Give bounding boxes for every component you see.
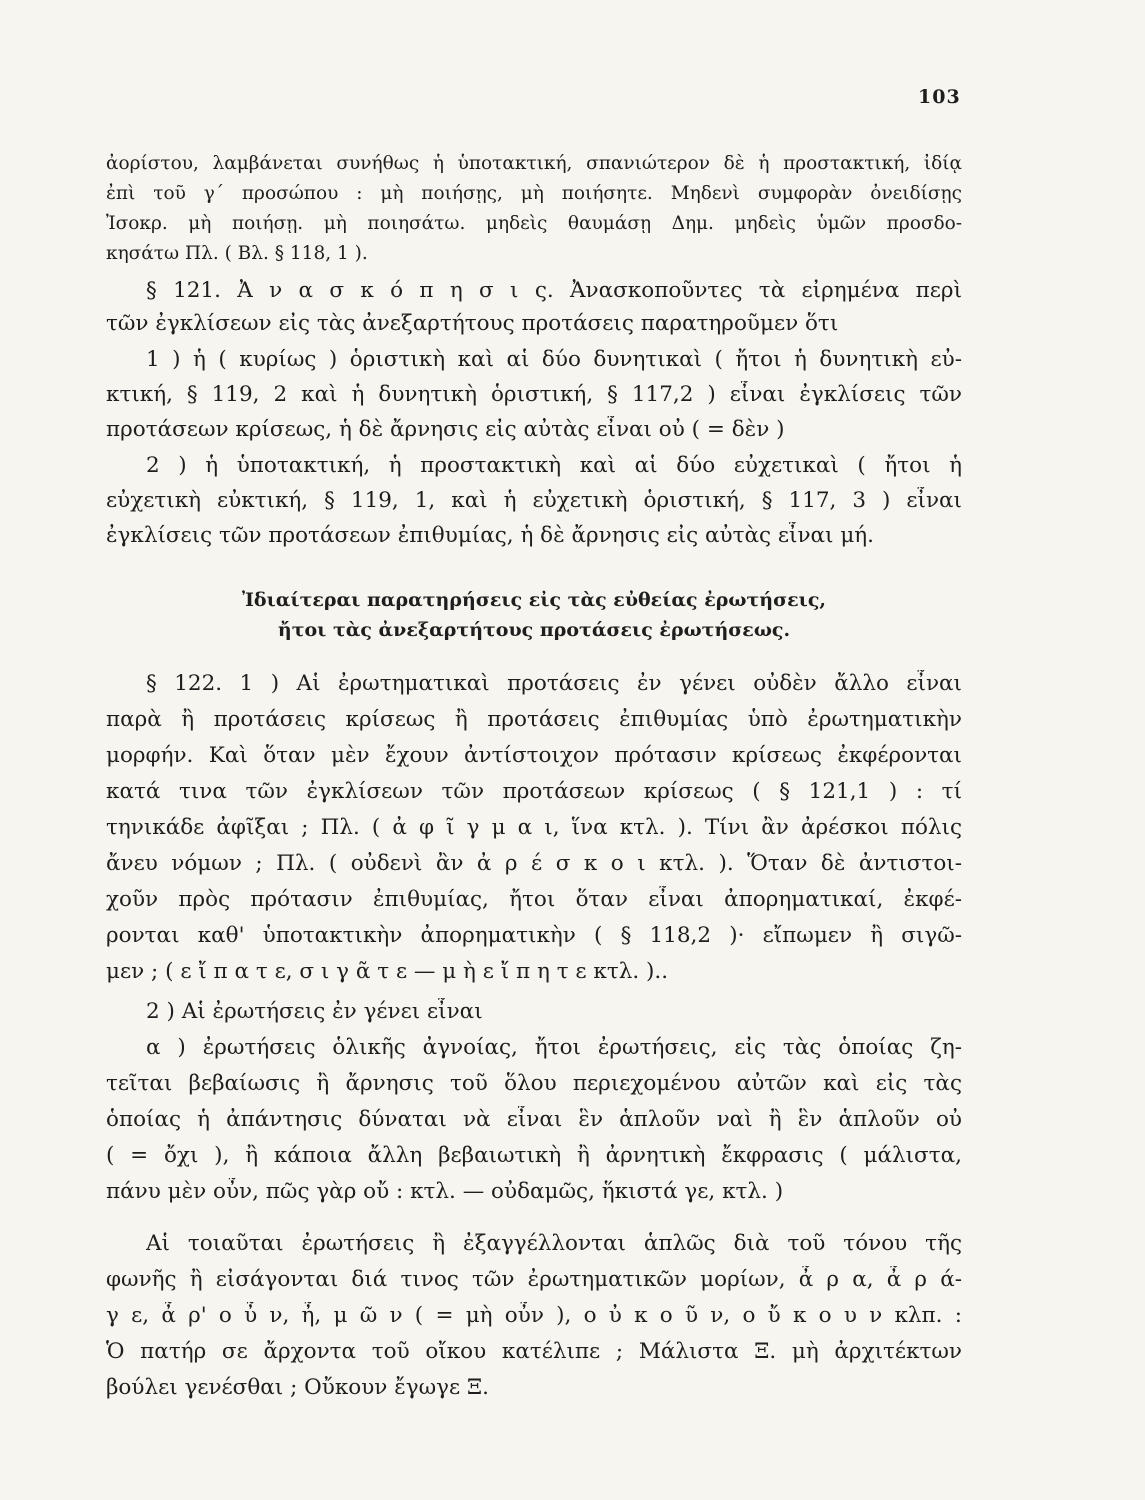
text-line: κατά τινα τῶν ἐγκλίσεων τῶν προτάσεων κρίσεως ( § 121,1 ) : τί [106,779,962,804]
text-line: χοῦν πρὸς πρότασιν ἐπιθυμίας, ἤτοι ὅταν εἶναι ἀπορηματικαί, ἐκφέ- [106,887,962,912]
text-line: ἐγκλίσεις τῶν προτάσεων ἐπιθυμίας, ἡ δὲ ἄρνησις εἰς αὐτὰς εἶναι μή. [106,523,875,548]
text-line: προτάσεων κρίσεως, ἡ δὲ ἄρνησις εἰς αὐτὰς εἶναι οὐ ( = δὲν ) [106,417,785,442]
text-line: κησάτω Πλ. ( Βλ. § 118, 1 ). [106,243,368,264]
text-line: μορφήν. Καὶ ὅταν μὲν ἔχουν ἀντίστοιχον πρότασιν κρίσεως ἐκφέρονται [106,743,962,768]
text-line: πάνυ μὲν οὖν, πῶς γὰρ οὔ : κτλ. — οὐδαμῶς, ἥκιστά γε, κτλ. ) [106,1179,784,1204]
text-line: εὐχετικὴ εὐκτική, § 119, 1, καὶ ἡ εὐχετικὴ ὁριστική, § 117, 3 ) εἶναι [106,488,962,513]
text-line: ἀορίστου, λαμβάνεται συνήθως ἡ ὑποτακτική, σπανιώτερον δὲ ἡ προστακτική, ἰδίᾳ [106,153,962,174]
text-line: μεν ; ( ε ἴ π α τ ε, σ ι γ ᾶ τ ε — μ ὴ ε ἴ π η τ ε κτλ. ).. [106,959,669,984]
text-line: Ὁ πατήρ σε ἄρχοντα τοῦ οἴκου κατέλιπε ; Μάλιστα Ξ. μὴ ἀρχιτέκτων [106,1339,962,1364]
page-number: 103 [918,86,961,108]
text-line: ἄνευ νόμων ; Πλ. ( οὐδενὶ ἂν ἀ ρ έ σ κ ο ι κτλ. ). Ὅταν δὲ ἀντιστοι- [106,851,962,876]
section-121-heading-line: § 121. Ἀ ν α σ κ ό π η σ ι ς. Ἀνασκοποῦντες τὰ εἰρημένα περὶ [146,278,962,303]
text-line: παρὰ ἢ προτάσεις κρίσεως ἢ προτάσεις ἐπιθυμίας ὑπὸ ἐρωτηματικὴν [106,707,962,732]
text-line: Ἰσοκρ. μὴ ποιήσῃ. μὴ ποιησάτω. μηδεὶς θαυμάσῃ Δημ. μηδεὶς ὑμῶν προσδο- [106,213,962,234]
text-line: ( = ὄχι ), ἢ κάποια ἄλλη βεβαιωτικὴ ἢ ἀρνητικὴ ἔκφρασις ( μάλιστα, [106,1143,962,1168]
text-line: κτική, § 119, 2 καὶ ἡ δυνητικὴ ὁριστική, § 117,2 ) εἶναι ἐγκλίσεις τῶν [106,382,962,407]
section-122-heading-line: § 122. 1 ) Αἱ ἐρωτηματικαὶ προτάσεις ἐν γένει οὐδὲν ἄλλο εἶναι [146,671,962,696]
text-line: 2 ) ἡ ὑποτακτική, ἡ προστακτικὴ καὶ αἱ δύο εὐχετικαὶ ( ἤτοι ἡ [146,453,962,478]
text-line: 1 ) ἡ ( κυρίως ) ὁριστικὴ καὶ αἱ δύο δυνητικαὶ ( ἤτοι ἡ δυνητικὴ εὐ- [146,347,962,372]
text-line: ἐπὶ τοῦ γ΄ προσώπου : μὴ ποιήσῃς, μὴ ποιήσητε. Μηδενὶ συμφορὰν ὀνειδίσῃς [106,183,962,204]
subheading: ἤτοι τὰς ἀνεξαρτήτους προτάσεις ἐρωτήσεως. [277,619,791,641]
text-line: βούλει γενέσθαι ; Οὔκουν ἔγωγε Ξ. [106,1375,489,1400]
text-line: Αἱ τοιαῦται ἐρωτήσεις ἢ ἐξαγγέλλονται ἁπλῶς διὰ τοῦ τόνου τῆς [146,1231,962,1256]
text-line: ὁποίας ἡ ἀπάντησις δύναται νὰ εἶναι ἓν ἁπλοῦν ναὶ ἢ ἓν ἁπλοῦν οὐ [106,1107,962,1132]
text-line: τηνικάδε ἀφῖξαι ; Πλ. ( ἀ φ ῖ γ μ α ι, ἵνα κτλ. ). Τίνι ἂν ἀρέσκοι πόλις [106,815,962,840]
text-line: ρονται καθ' ὑποτακτικὴν ἀπορηματικὴν ( § 118,2 )· εἴπωμεν ἢ σιγῶ- [106,923,962,948]
subheading: Ἰδιαίτεραι παρατηρήσεις εἰς τὰς εὐθείας ἐρωτήσεις, [241,589,827,611]
text-line: τεῖται βεβαίωσις ἢ ἄρνησις τοῦ ὅλου περιεχομένου αὐτῶν καὶ εἰς τὰς [106,1071,962,1096]
text-line: γ ε, ἆ ρ' ο ὖ ν, ἦ, μ ῶ ν ( = μὴ οὖν ), ο ὐ κ ο ῦ ν, ο ὔ κ ο υ ν κλπ. : [106,1303,962,1328]
text-line: τῶν ἐγκλίσεων εἰς τὰς ἀνεξαρτήτους προτάσεις παρατηροῦμεν ὅτι [106,311,839,336]
text-line: α ) ἐρωτήσεις ὁλικῆς ἀγνοίας, ἤτοι ἐρωτήσεις, εἰς τὰς ὁποίας ζη- [146,1035,962,1060]
text-line: 2 ) Αἱ ἐρωτήσεις ἐν γένει εἶναι [146,999,483,1024]
text-line: φωνῆς ἢ εἰσάγονται διά τινος τῶν ἐρωτηματικῶν μορίων, ἆ ρ α, ἆ ρ ά- [106,1267,962,1292]
